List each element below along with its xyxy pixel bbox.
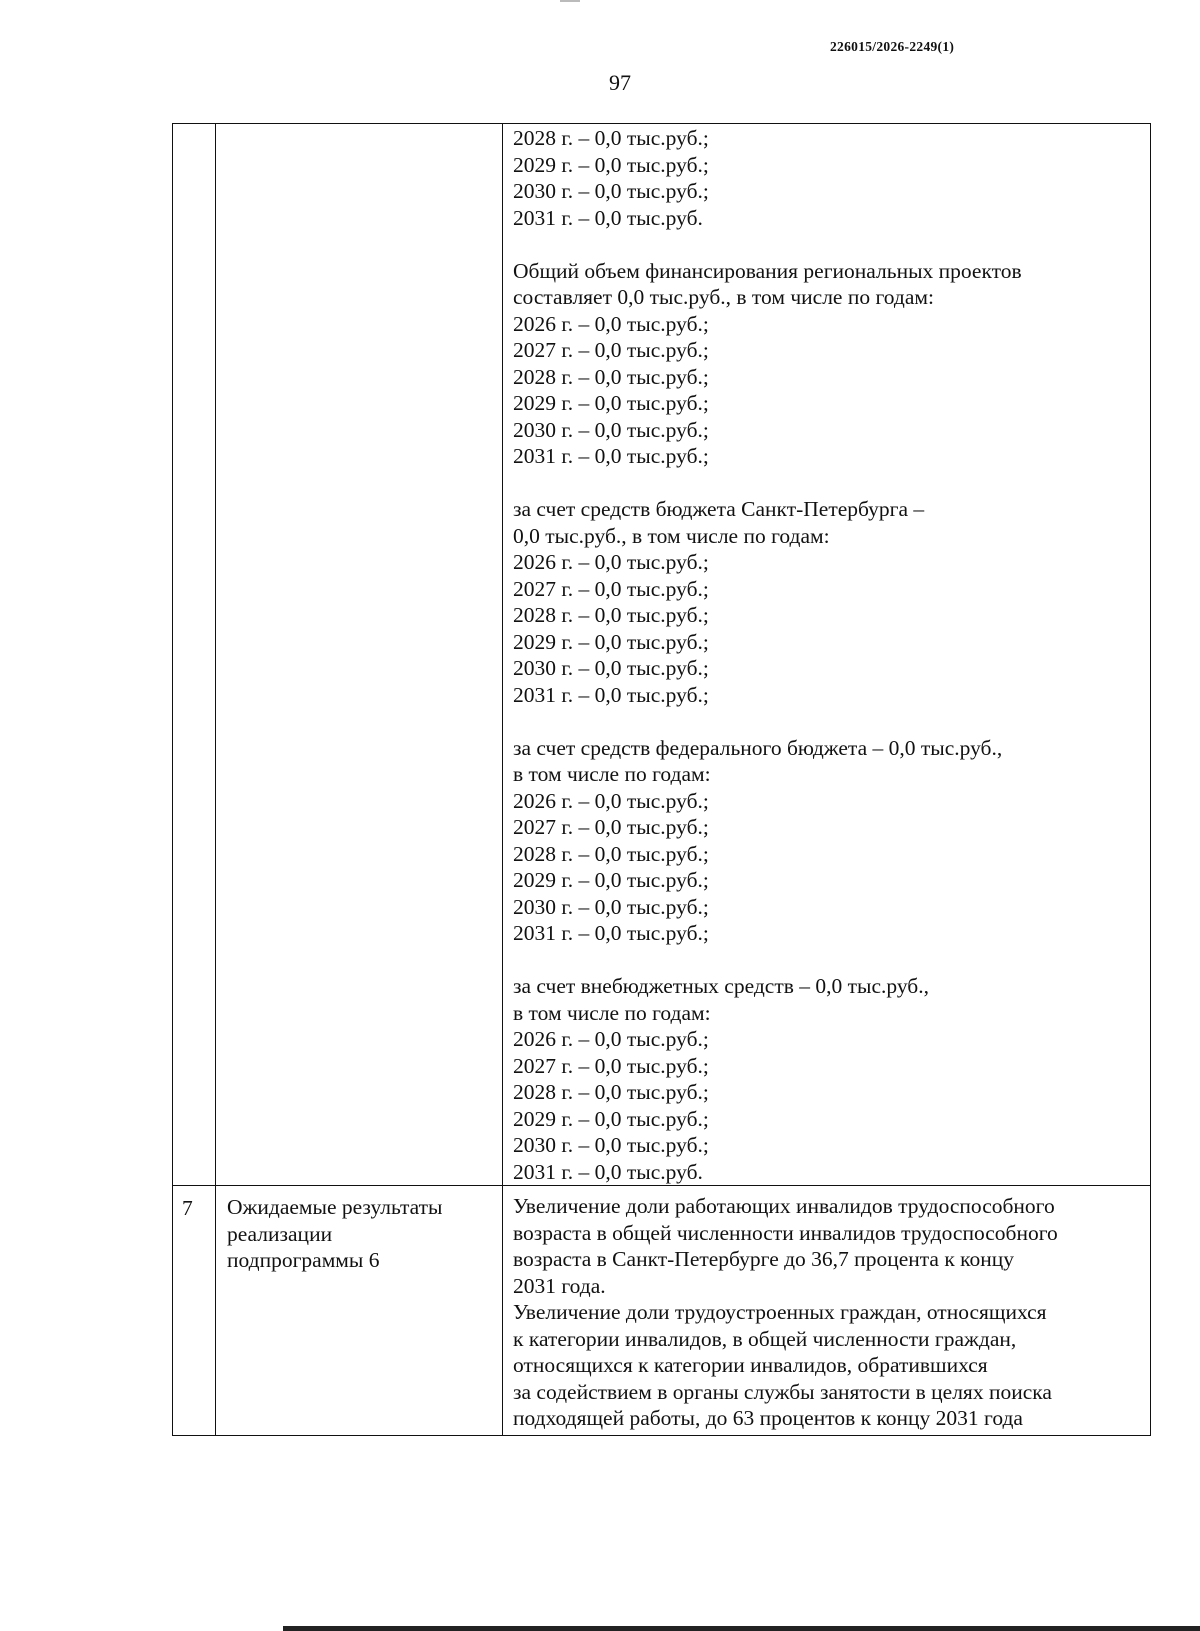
results-line: Увеличение доли работающих инвалидов трудоспособного bbox=[513, 1194, 1055, 1218]
funding-year-line: 2029 г. – 0,0 тыс.руб.; bbox=[513, 391, 709, 415]
row-name-cell bbox=[216, 1186, 503, 1436]
page-number: 97 bbox=[609, 70, 631, 95]
row-name-line: Ожидаемые результаты bbox=[227, 1195, 443, 1219]
funding-year-line: 2028 г. – 0,0 тыс.руб.; bbox=[513, 126, 709, 150]
scan-edge-bar bbox=[283, 1626, 1200, 1631]
funding-intro-line: за счет внебюджетных средств – 0,0 тыс.руб., bbox=[513, 974, 929, 998]
funding-year-line: 2026 г. – 0,0 тыс.руб.; bbox=[513, 1027, 709, 1051]
funding-year-line: 2031 г. – 0,0 тыс.руб.; bbox=[513, 444, 709, 468]
funding-intro-line: составляет 0,0 тыс.руб., в том числе по годам: bbox=[513, 285, 934, 309]
funding-intro-line: Общий объем финансирования региональных проектов bbox=[513, 258, 1022, 283]
funding-year-line: 2027 г. – 0,0 тыс.руб.; bbox=[513, 338, 709, 362]
row-name-line: реализации bbox=[227, 1221, 333, 1246]
funding-year-line: 2029 г. – 0,0 тыс.руб.; bbox=[513, 152, 709, 177]
funding-intro-line: за счет средств федерального бюджета – 0,0 тыс.руб., bbox=[513, 735, 1003, 760]
row-number-cell bbox=[173, 124, 216, 1186]
funding-year-line: 2029 г. – 0,0 тыс.руб.; bbox=[513, 868, 709, 892]
funding-intro-line: в том числе по годам: bbox=[513, 1000, 711, 1025]
results-line: возраста в общей численности инвалидов трудоспособного bbox=[513, 1220, 1058, 1245]
funding-year-line: 2031 г. – 0,0 тыс.руб.; bbox=[513, 682, 709, 707]
funding-year-line: 2031 г. – 0,0 тыс.руб. bbox=[513, 1159, 703, 1184]
results-line: возраста в Санкт-Петербурге до 36,7 процента к концу bbox=[513, 1247, 1015, 1271]
funding-year-line: 2029 г. – 0,0 тыс.руб.; bbox=[513, 1106, 709, 1131]
table-row-funding bbox=[173, 124, 1151, 1186]
funding-year-line: 2030 г. – 0,0 тыс.руб.; bbox=[513, 417, 709, 442]
table-row-expected-results bbox=[173, 1186, 1151, 1436]
funding-year-line: 2030 г. – 0,0 тыс.руб.; bbox=[513, 1133, 709, 1157]
row-number-cell: 7 bbox=[173, 1186, 216, 1436]
funding-year-line: 2031 г. – 0,0 тыс.руб.; bbox=[513, 921, 709, 945]
funding-year-line: 2026 г. – 0,0 тыс.руб.; bbox=[513, 788, 709, 813]
row-name-cell bbox=[216, 124, 503, 1186]
results-line: относящихся к категории инвалидов, обратившихся bbox=[513, 1353, 988, 1377]
expected-results-cell bbox=[503, 1186, 1151, 1436]
funding-year-line: 2028 г. – 0,0 тыс.руб.; bbox=[513, 1080, 709, 1104]
funding-intro-line: в том числе по годам: bbox=[513, 762, 711, 786]
document-id: 226015/2026-2249(1) bbox=[830, 39, 955, 54]
funding-group-continued bbox=[513, 125, 1144, 231]
funding-group-regional-projects bbox=[513, 258, 1144, 470]
funding-group-city-budget bbox=[513, 496, 1144, 708]
funding-intro-line: 0,0 тыс.руб., в том числе по годам: bbox=[513, 523, 830, 548]
funding-group-extra-budgetary bbox=[513, 973, 1144, 1185]
row-name-line: подпрограммы 6 bbox=[227, 1248, 380, 1272]
funding-year-line: 2026 г. – 0,0 тыс.руб.; bbox=[513, 311, 709, 336]
funding-year-line: 2030 г. – 0,0 тыс.руб.; bbox=[513, 179, 709, 203]
funding-year-line: 2028 г. – 0,0 тыс.руб.; bbox=[513, 364, 709, 389]
results-line: Увеличение доли трудоустроенных граждан, относящихся bbox=[513, 1300, 1047, 1324]
funding-year-line: 2030 г. – 0,0 тыс.руб.; bbox=[513, 894, 709, 919]
results-line: за содействием в органы службы занятости в целях поиска bbox=[513, 1379, 1052, 1404]
funding-year-line: 2028 г. – 0,0 тыс.руб.; bbox=[513, 841, 709, 866]
funding-year-line: 2026 г. – 0,0 тыс.руб.; bbox=[513, 550, 709, 574]
funding-year-line: 2031 г. – 0,0 тыс.руб. bbox=[513, 205, 703, 230]
funding-year-line: 2027 г. – 0,0 тыс.руб.; bbox=[513, 815, 709, 839]
results-line: к категории инвалидов, в общей численности граждан, bbox=[513, 1326, 1017, 1351]
program-passport-table bbox=[172, 123, 1151, 1436]
funding-year-line: 2027 г. – 0,0 тыс.руб.; bbox=[513, 1053, 709, 1078]
scan-mark bbox=[560, 0, 580, 2]
results-line: 2031 года. bbox=[513, 1273, 606, 1298]
funding-year-line: 2027 г. – 0,0 тыс.руб.; bbox=[513, 576, 709, 601]
funding-year-line: 2030 г. – 0,0 тыс.руб.; bbox=[513, 656, 709, 680]
funding-group-federal-budget bbox=[513, 735, 1144, 947]
results-line: подходящей работы, до 63 процентов к концу 2031 года bbox=[513, 1406, 1023, 1430]
funding-intro-line: за счет средств бюджета Санкт-Петербурга – bbox=[513, 497, 925, 521]
funding-details-cell bbox=[503, 124, 1151, 1186]
funding-year-line: 2028 г. – 0,0 тыс.руб.; bbox=[513, 603, 709, 627]
funding-year-line: 2029 г. – 0,0 тыс.руб.; bbox=[513, 629, 709, 654]
